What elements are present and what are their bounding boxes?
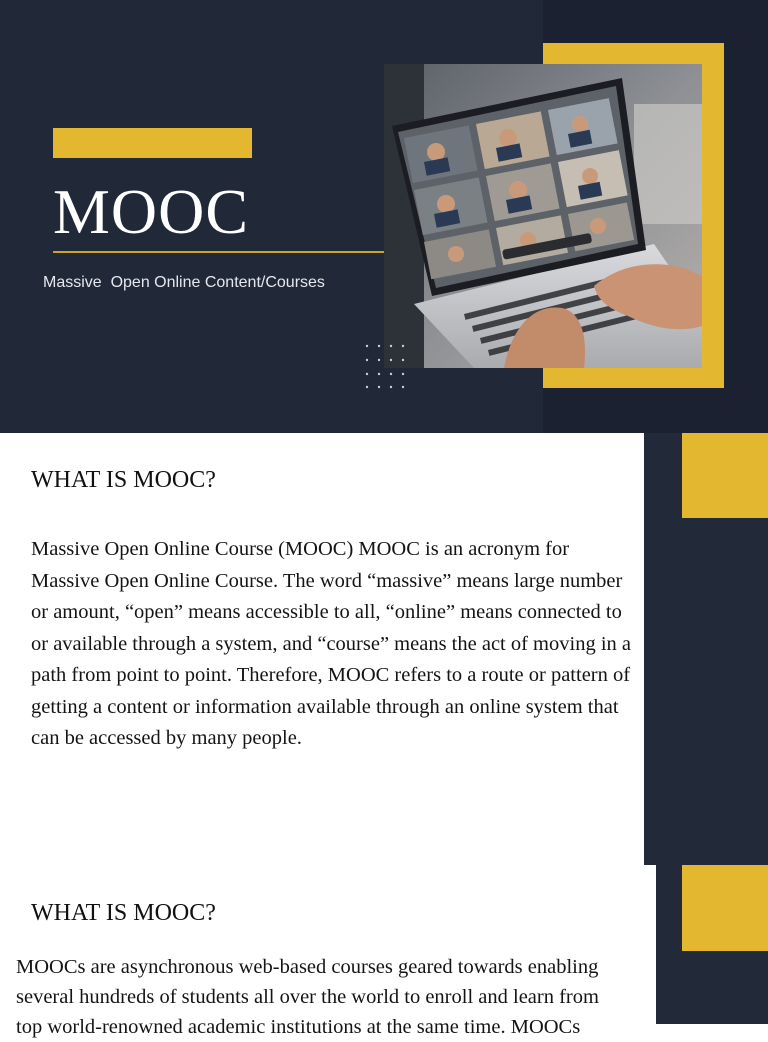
- section2-body: MOOCs are asynchronous web-based courses geared towards enabling several hundreds of students all over the world to enroll and learn from top world-renowned academic institutions at the same time. MOOCs: [16, 956, 599, 1038]
- laptop-illustration: [384, 64, 702, 368]
- title-underline: [53, 251, 388, 253]
- section1-body: Massive Open Online Course (MOOC) MOOC is an acronym for Massive Open Online Course. The word “massive” means large number or amount, “open” means accessible to all, “online” means connected to or available through a system, and “course” means the act of moving in a path from point to point. Therefore, MOOC refers to a route or pattern of getting a content or information available through an online system that can be accessed by many people.: [31, 538, 631, 749]
- section2-accent-block: [682, 865, 768, 951]
- page-title: MOOC: [53, 176, 250, 247]
- title-accent-bar: [53, 128, 252, 158]
- hero-slide: [0, 0, 768, 433]
- page-subtitle: Massive Open Online Content/Courses: [43, 274, 325, 291]
- decorative-dots: [364, 343, 408, 391]
- laptop-video-conference-photo: [384, 64, 702, 368]
- section2-heading: WHAT IS MOOC?: [31, 900, 216, 926]
- section1-heading: WHAT IS MOOC?: [31, 467, 216, 493]
- section1-accent-block: [682, 433, 768, 518]
